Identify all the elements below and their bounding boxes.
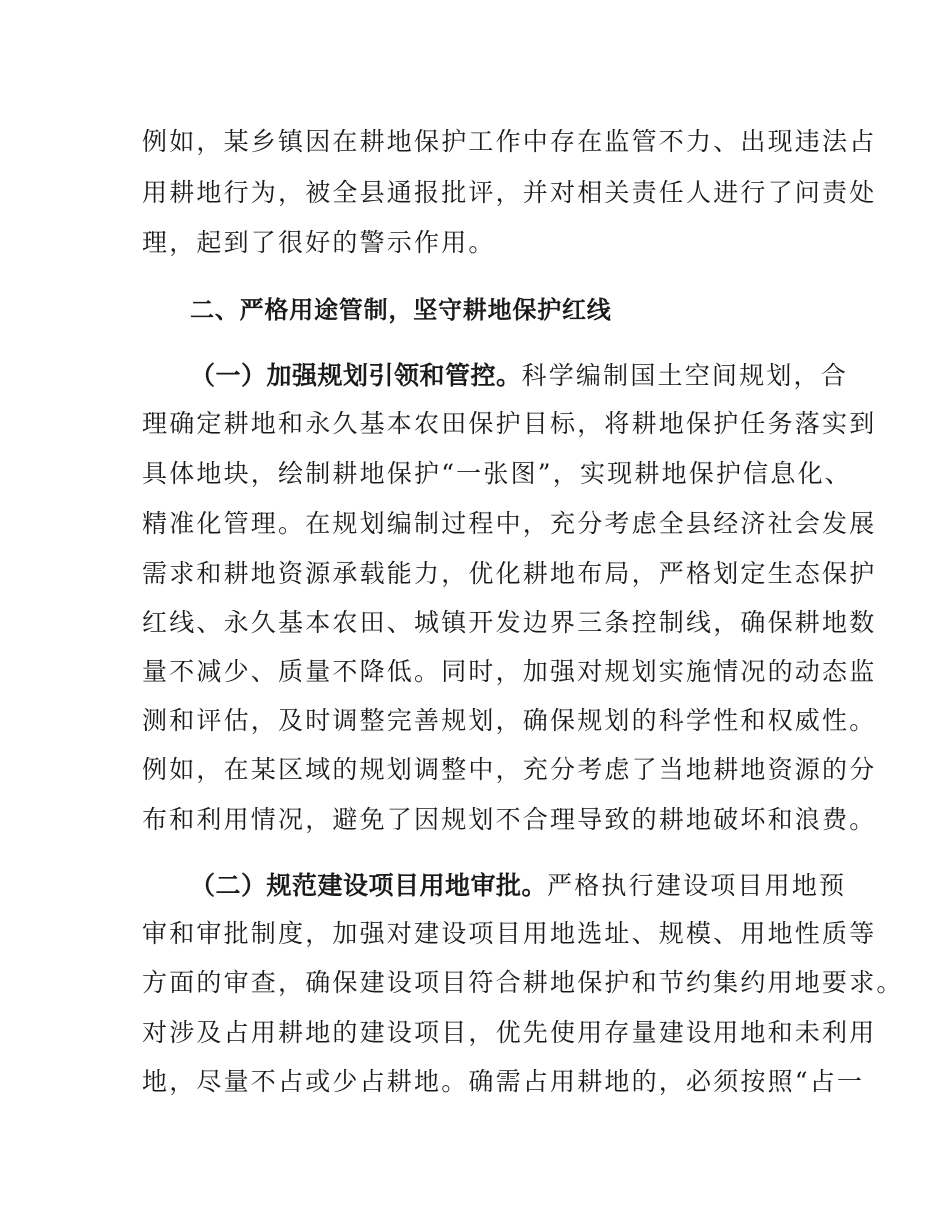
paragraph-line: 方面的审查，确保建设项目符合耕地保护和节约集约用地要求。 bbox=[142, 968, 904, 997]
paragraph-line: 理确定耕地和永久基本农田保护目标，将耕地保护任务落实到 bbox=[142, 409, 877, 438]
paragraph-first-line bbox=[190, 360, 848, 394]
paragraph-line: 理，起到了很好的警示作用。 bbox=[142, 228, 496, 257]
paragraph-text: 严格执行建设项目用地预 bbox=[547, 871, 847, 900]
paragraph-line: 用耕地行为，被全县通报批评，并对相关责任人进行了问责处 bbox=[142, 178, 877, 207]
paragraph-line: 精准化管理。在规划编制过程中，充分考虑全县经济社会发展 bbox=[142, 509, 877, 538]
paragraph-line: 例如，某乡镇因在耕地保护工作中存在监管不力、出现违法占 bbox=[142, 127, 877, 156]
paragraph-line: 红线、永久基本农田、城镇开发边界三条控制线，确保耕地数 bbox=[142, 608, 877, 637]
section-heading: 二、严格用途管制，坚守耕地保护红线 bbox=[190, 296, 612, 324]
paragraph-line: 具体地块，绘制耕地保护“一张图”，实现耕地保护信息化、 bbox=[142, 459, 852, 488]
paragraph-line: 量不减少、质量不降低。同时，加强对规划实施情况的动态监 bbox=[142, 657, 877, 686]
paragraph-first-line bbox=[190, 870, 847, 904]
paragraph-line: 需求和耕地资源承载能力，优化耕地布局，严格划定生态保护 bbox=[142, 559, 877, 588]
paragraph-line: 测和评估，及时调整完善规划，确保规划的科学性和权威性。 bbox=[142, 706, 877, 735]
paragraph-line: 例如，在某区域的规划调整中，充分考虑了当地耕地资源的分 bbox=[142, 755, 877, 784]
subsection-title: （二）规范建设项目用地审批。 bbox=[190, 871, 548, 900]
paragraph-text: 科学编制国土空间规划，合 bbox=[521, 361, 848, 390]
paragraph-line: 布和利用情况，避免了因规划不合理导致的耕地破坏和浪费。 bbox=[142, 805, 877, 834]
subsection-title: （一）加强规划引领和管控。 bbox=[190, 361, 522, 390]
paragraph-line: 审和审批制度，加强对建设项目用地选址、规模、用地性质等 bbox=[142, 919, 877, 948]
paragraph-line: 对涉及占用耕地的建设项目，优先使用存量建设用地和未利用 bbox=[142, 1018, 877, 1047]
paragraph-line: 地，尽量不占或少占耕地。确需占用耕地的，必须按照“占一 bbox=[142, 1067, 865, 1096]
